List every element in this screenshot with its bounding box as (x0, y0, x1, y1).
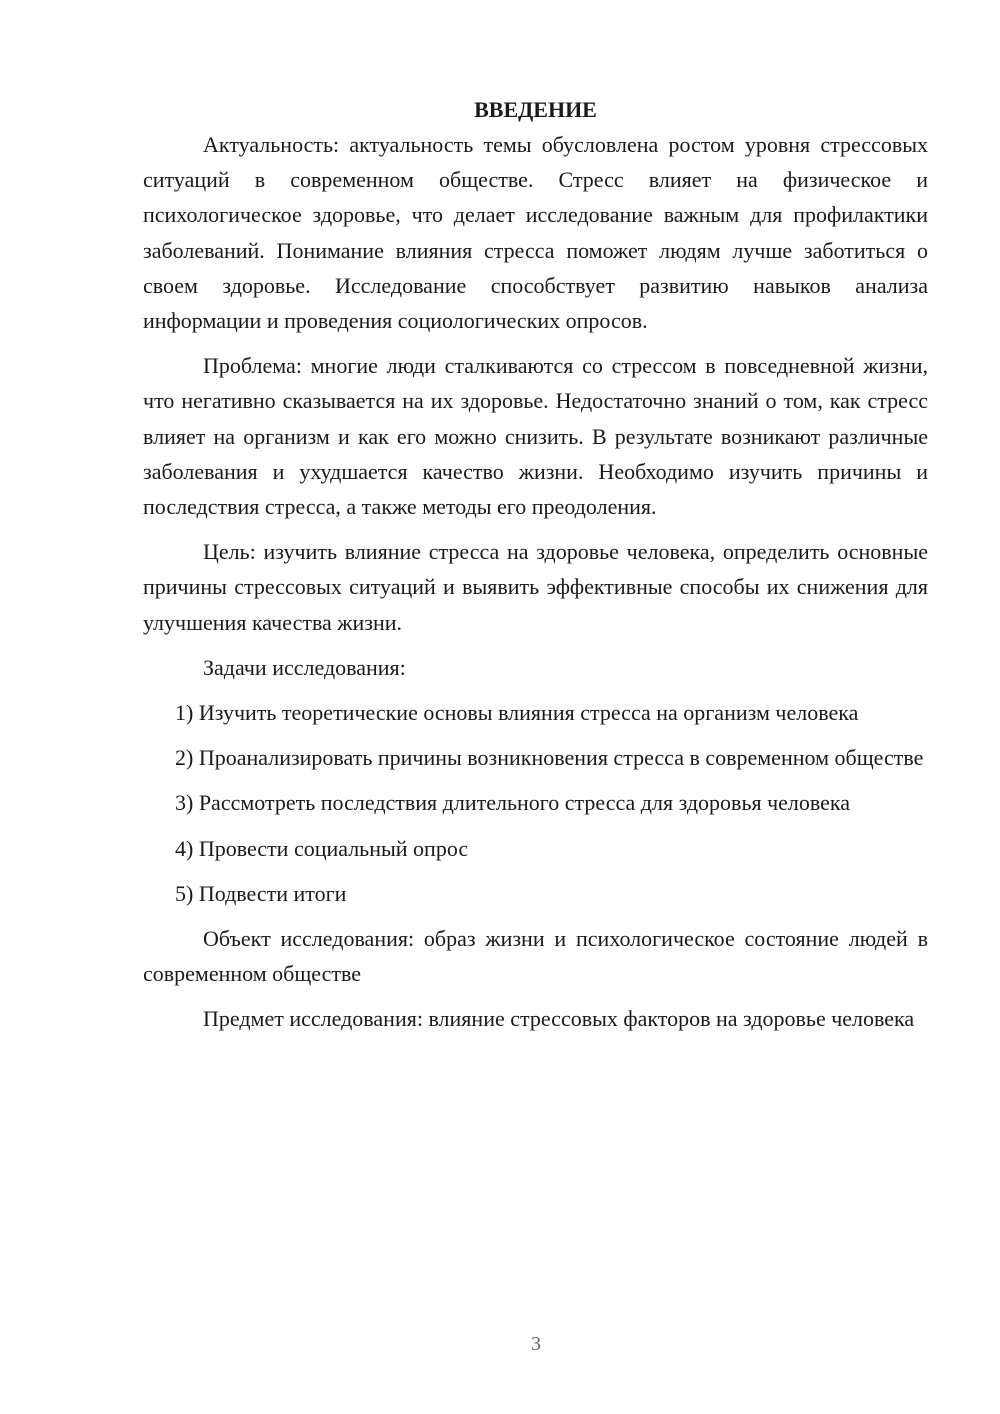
tasks-list (143, 695, 928, 911)
problem-paragraph: Проблема: многие люди сталкиваются со стрессом в повседневной жизни, что негативно сказывается на их здоровье. Недостаточно знаний о том, как стресс влияет на организм и как его можно снизить. В результате возникают различные заболевания и ухудшается качество жизни. Необходимо изучить причины и последствия стресса, а также методы его преодоления. (143, 353, 928, 520)
subject-paragraph: Предмет исследования: влияние стрессовых факторов на здоровье человека (203, 1006, 915, 1032)
page-number: 3 (531, 1333, 541, 1355)
page-title: ВВЕДЕНИЕ (474, 97, 597, 122)
relevance-paragraph: Актуальность: актуальность темы обусловлена ростом уровня стрессовых ситуаций в современном обществе. Стресс влияет на физическое и психологическое здоровье, что делает исследование важным для профилактики заболеваний. Понимание влияния стресса поможет людям лучше заботиться о своем здоровье. Исследование способствует развитию навыков анализа информации и проведения социологических опросов. (143, 132, 928, 334)
list-item: 2) Проанализировать причины возникновения стресса в современном обществе (175, 745, 924, 771)
list-item: 3) Рассмотреть последствия длительного стресса для здоровья человека (175, 790, 851, 816)
list-item: 1) Изучить теоретические основы влияния стресса на организм человека (175, 700, 859, 726)
list-item: 4) Провести социальный опрос (175, 835, 469, 861)
object-paragraph: Объект исследования: образ жизни и психологическое состояние людей в современном обществе (143, 926, 928, 987)
tasks-heading: Задачи исследования: (203, 654, 406, 680)
goal-paragraph: Цель: изучить влияние стресса на здоровье человека, определить основные причины стрессовых ситуаций и выявить эффективные способы их снижения для улучшения качества жизни. (143, 539, 928, 635)
list-item: 5) Подвести итоги (175, 880, 347, 906)
page-content (143, 92, 928, 1047)
